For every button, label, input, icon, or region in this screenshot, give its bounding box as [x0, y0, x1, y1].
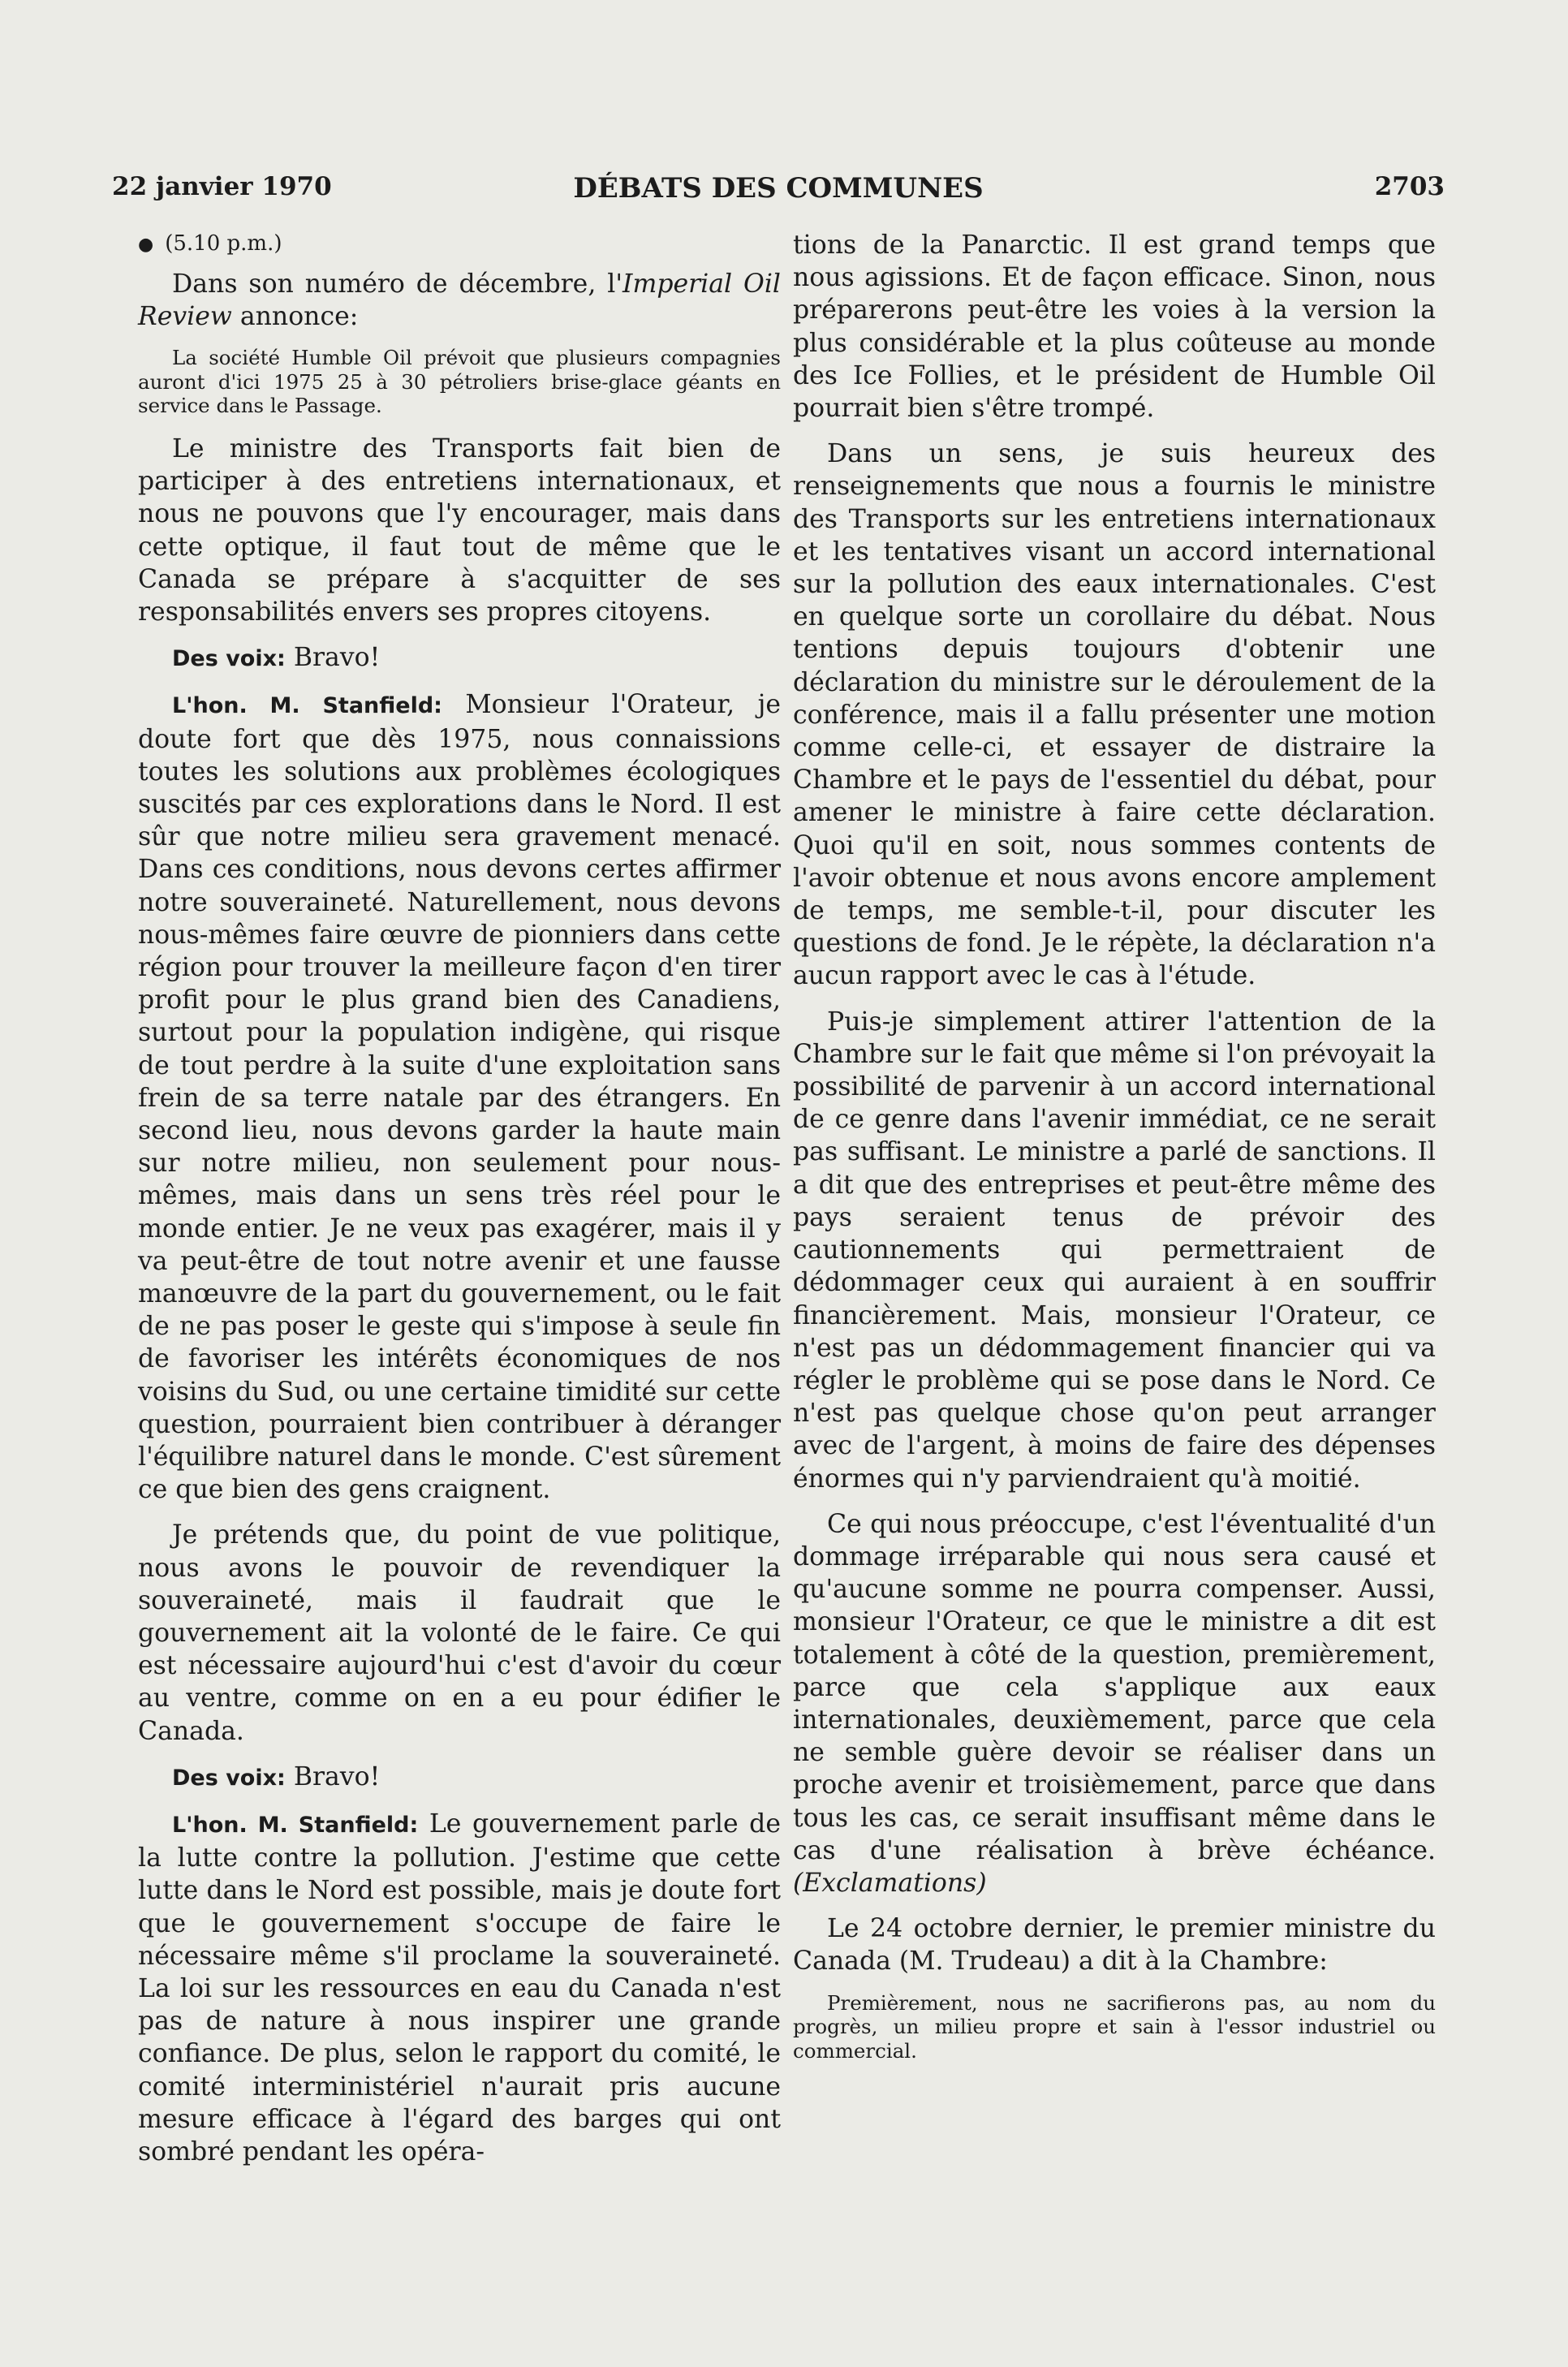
paragraph: Le ministre des Transports fait bien de participer à des entretiens internationaux, et nous ne pouvons que l'y encourager, mais dans cette optique, il faut tout de même que le Canada se prépare à s'acquitter de ses responsabilités envers ses propres citoyens.: [138, 433, 781, 627]
block-quote: La société Humble Oil prévoit que plusieurs compagnies auront d'ici 1975 25 à 30 pétroliers brise-glace géants en service dans le Passage.: [138, 346, 781, 418]
speech-text: Bravo!: [285, 643, 381, 673]
paragraph-text: annonce:: [231, 302, 359, 332]
speech-stanfield: [138, 1808, 781, 2168]
right-column: [793, 229, 1436, 2077]
paragraph-text: Ce qui nous préoccupe, c'est l'éventualité d'un dommage irréparable qui nous sera causé et qu'aucune somme ne pourra compenser. Aussi, monsieur l'Orateur, ce que le ministre a dit est totalement à côté de la question, premièrement, parce que cela s'applique aux eaux internationales, deuxièmement, parce que cela ne semble guère devoir se réaliser dans un proche avenir et troisièmement, parce que dans tous les cas, ce serait insuffisant même dans le cas d'une réalisation à brève échéance.: [793, 1509, 1436, 1865]
speaker-name: Des voix:: [172, 646, 286, 672]
time-stamp: [138, 229, 781, 260]
speaker-name: L'hon. M. Stanfield:: [172, 693, 442, 719]
speech-text: Monsieur l'Orateur, je doute fort que dès 1975, nous connaissions toutes les solutions aux problèmes écologiques suscités par ces explorations dans le Nord. Il est sûr que notre milieu sera gravement menacé. Dans ces conditions, nous devons certes affirmer notre souveraineté. Naturellement, nous devons nous-mêmes faire œuvre de pionniers dans cette région pour trouver la meilleure façon d'en tirer profit pour le plus grand bien des Canadiens, surtout pour la population indigène, qui risque de tout perdre à la suite d'une exploitation sans frein de sa terre natale par des étrangers. En second lieu, nous devons garder la haute main sur notre milieu, non seulement pour nous-mêmes, mais dans un sens très réel pour le monde entier. Je ne veux pas exagérer, mais il y va peut-être de tout notre avenir et une fausse manœuvre de la part du gouvernement, ou le fait de ne pas poser le geste qui s'impose à seule fin de favoriser les intérêts économiques de nos voisins du Sud, ou une certaine timidité sur cette question, pourraient bien contribuer à déranger l'équilibre naturel dans le monde. C'est sûrement ce que bien des gens craignent.: [138, 690, 781, 1505]
speaker-name: L'hon. M. Stanfield:: [172, 1813, 419, 1839]
speech-text: Bravo!: [285, 1761, 381, 1791]
interjection: (Exclamations): [793, 1868, 987, 1898]
speaker-name: Des voix:: [172, 1765, 286, 1791]
paragraph: Le 24 octobre dernier, le premier ministre du Canada (M. Trudeau) a dit à la Chambre:: [793, 1914, 1436, 1977]
paragraph: Puis-je simplement attirer l'attention de la Chambre sur le fait que même si l'on prévoyait la possibilité de parvenir à un accord international de ce genre dans l'avenir immédiat, ce ne serait pas suffisant. Le ministre a parlé de sanctions. Il a dit que des entreprises et peut-être même des pays seraient tenus de prévoir des cautionnements qui permettraient de dédommager ceux qui auraient à en souffrir financièrement. Mais, monsieur l'Orateur, ce n'est pas un dédommagement financier qui va régler le problème qui se pose dans le Nord. Ce n'est pas quelque chose qu'on peut arranger avec de l'argent, à moins de faire des dépenses énormes qui n'y parviendraient qu'à moitié.: [793, 1007, 1436, 1494]
left-column: [138, 229, 781, 2181]
publication-title: Imperial Oil Review: [138, 269, 781, 332]
bullet-icon: ●: [138, 235, 154, 255]
header-title: DÉBATS DES COMMUNES: [573, 172, 984, 205]
paragraph-text: Dans son numéro de décembre, l': [172, 269, 622, 299]
header-page-number: 2703: [1374, 172, 1445, 201]
paragraph: tions de la Panarctic. Il est grand temps que nous agissions. Et de façon efficace. Sinon, nous préparerons peut-être les voies à la version la plus considérable et la plus coûteuse au monde des Ice Follies, et le président de Humble Oil pourrait bien s'être trompé.: [793, 231, 1436, 424]
paragraph: Je prétends que, du point de vue politique, nous avons le pouvoir de revendiquer la souveraineté, mais il faudrait que le gouvernement ait la volonté de le faire. Ce qui est nécessaire aujourd'hui c'est d'avoir du cœur au ventre, comme on en a eu pour édifier le Canada.: [138, 1520, 781, 1746]
speech-text: Le gouvernement parle de la lutte contre la pollution. J'estime que cette lutte dans le Nord est possible, mais je doute fort que le gouvernement s'occupe de faire le nécessaire même s'il proclame la souveraineté. La loi sur les ressources en eau du Canada n'est pas de nature à nous inspirer une grande confiance. De plus, selon le rapport du comité, le comité interministériel n'aurait pris aucune mesure efficace à l'égard des barges qui ont sombré pendant les opéra-: [138, 1809, 781, 2167]
paragraph: [793, 1508, 1436, 1899]
header-date: 22 janvier 1970: [112, 172, 332, 201]
speech-stanfield: [138, 688, 781, 1506]
block-quote: Premièrement, nous ne sacrifierons pas, au nom du progrès, un milieu propre et sain à l'essor industriel ou commercial.: [793, 1990, 1436, 2063]
speech-voices: [138, 1761, 781, 1795]
paragraph: [138, 268, 781, 333]
page-header: [112, 172, 1445, 208]
speech-voices: [138, 641, 781, 675]
time-stamp-text: (5.10 p.m.): [165, 231, 282, 256]
paragraph: Dans un sens, je suis heureux des renseignements que nous a fournis le ministre des Transports sur les entretiens internationaux et les tentatives visant un accord international sur la pollution des eaux internationales. C'est en quelque sorte un corollaire du débat. Nous tentions depuis toujours d'obtenir une déclaration du ministre sur le déroulement de la conférence, mais il a fallu présenter une motion comme celle-ci, et essayer de distraire la Chambre et le pays de l'essentiel du débat, pour amener le ministre à faire cette déclaration. Quoi qu'il en soit, nous sommes contents de l'avoir obtenue et nous avons encore amplement de temps, me semble-t-il, pour discuter les questions de fond. Je le répète, la déclaration n'a aucun rapport avec le cas à l'étude.: [793, 439, 1436, 991]
